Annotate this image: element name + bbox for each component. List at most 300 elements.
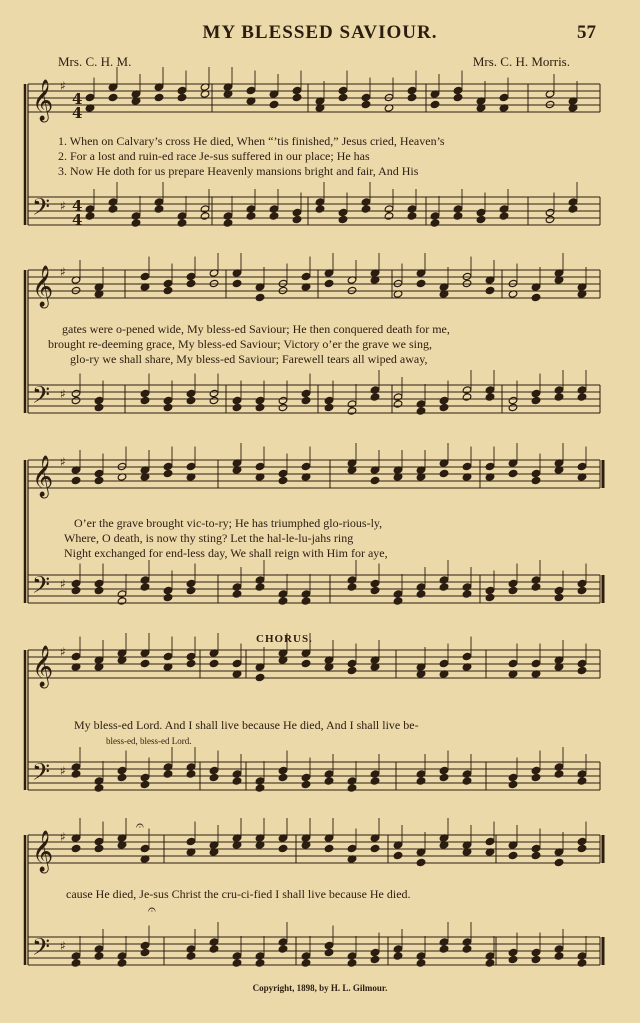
- time-signature-treble-top: 4: [72, 90, 83, 108]
- system-2-bass-notehead: [71, 396, 81, 404]
- system-4-treble-notehead: [232, 659, 242, 667]
- system-2-treble-notehead: [462, 279, 472, 287]
- system-2-bass-notehead: [140, 396, 150, 404]
- system-4-bass-notehead: [347, 784, 357, 792]
- system-1-bass-notehead: [453, 205, 463, 213]
- system-5-treble-notehead: [278, 844, 288, 852]
- system-1-bass-notehead: [568, 205, 578, 213]
- system-1-bass-notehead: [499, 212, 509, 220]
- chorus-label: CHORUS.: [256, 633, 313, 645]
- system-5-bass-notehead: [554, 952, 564, 960]
- system-4-treble-notehead: [439, 659, 449, 667]
- system-4-treble-notehead: [531, 659, 541, 667]
- system-4-bass-notehead: [416, 770, 426, 778]
- system-1-bass-notehead: [85, 212, 95, 220]
- system-4-treble-notehead: [71, 652, 81, 660]
- system-5-treble-notehead: [531, 851, 541, 859]
- system-5-bass-notehead: [140, 941, 150, 949]
- system-4-bass-clef-icon: 𝄢: [32, 758, 51, 791]
- system-5-treble-notehead: [485, 837, 495, 845]
- system-4-bass-notehead: [577, 770, 587, 778]
- system-1-bass-notehead: [476, 208, 486, 216]
- system-3-bass-notehead: [255, 583, 265, 591]
- system-1-bass-notehead: [154, 198, 164, 206]
- lyric-verse-3-line-3: Night exchanged for end-less day, We shall reign with Him for aye,: [64, 546, 388, 560]
- system-4-bass-notehead: [71, 763, 81, 771]
- system-5-bass-notehead: [439, 945, 449, 953]
- system-4-treble-notehead: [186, 652, 196, 660]
- system-2-bass-notehead: [186, 396, 196, 404]
- system-1-bass-key-sharp-icon: ♯: [60, 199, 66, 213]
- system-3-bass-notehead: [301, 597, 311, 605]
- system-1-bass-notehead: [338, 215, 348, 223]
- system-2-bass-notehead: [347, 400, 357, 408]
- system-4-bass-notehead: [140, 780, 150, 788]
- system-2-bass-notehead: [347, 407, 357, 415]
- system-3-bass-notehead: [577, 586, 587, 594]
- system-4-bass-notehead: [301, 780, 311, 788]
- system-2-bass-notehead: [462, 386, 472, 394]
- system-4-bass-notehead: [71, 770, 81, 778]
- system-1-treble-notehead: [361, 93, 371, 101]
- lyric-verse-2-line-2: brought re-deeming grace, My bless-ed Saviour; Victory o’er the grave we sing,: [48, 337, 432, 351]
- system-2-treble-notehead: [209, 279, 219, 287]
- system-4-bass-notehead: [508, 780, 518, 788]
- system-2-treble-notehead: [278, 286, 288, 294]
- system-4-bass-notehead: [209, 773, 219, 781]
- hymn-title: MY BLESSED SAVIOUR.: [202, 22, 438, 43]
- system-1-treble-notehead: [246, 86, 256, 94]
- system-4-treble-notehead: [163, 652, 173, 660]
- system-4-treble-notehead: [462, 652, 472, 660]
- system-3-bass-notehead: [232, 590, 242, 598]
- system-5-bass-notehead: [462, 938, 472, 946]
- system-2-bass-notehead: [301, 396, 311, 404]
- system-1-bass-notehead: [131, 212, 141, 220]
- system-3-treble-notehead: [94, 476, 104, 484]
- system-2-bass-notehead: [531, 389, 541, 397]
- system-4-bass-notehead: [554, 770, 564, 778]
- system-2-bass-notehead: [255, 396, 265, 404]
- system-5-bass-notehead: [531, 955, 541, 963]
- system-2-treble-notehead: [531, 293, 541, 301]
- system-3-bass-notehead: [232, 583, 242, 591]
- system-4-bass-notehead: [531, 766, 541, 774]
- system-3-treble-notehead: [301, 462, 311, 470]
- system-1-bass-notehead: [223, 212, 233, 220]
- system-5-bass-notehead: [393, 945, 403, 953]
- system-1-bass-notehead: [407, 205, 417, 213]
- system-2-bass-notehead: [416, 400, 426, 408]
- system-2-treble-notehead: [278, 279, 288, 287]
- system-3-bass-notehead: [347, 583, 357, 591]
- system-1-bass-notehead: [568, 198, 578, 206]
- system-1-treble-notehead: [338, 93, 348, 101]
- system-5-bass-notehead: [439, 938, 449, 946]
- system-1-bass-notehead: [384, 205, 394, 213]
- system-2-bass-notehead: [554, 386, 564, 394]
- system-4-treble-notehead: [347, 659, 357, 667]
- system-1-treble-notehead: [292, 93, 302, 101]
- system-2-bass-notehead: [485, 393, 495, 401]
- system-3-bass-notehead: [508, 579, 518, 587]
- system-5-bass-key-sharp-icon: ♯: [60, 939, 66, 953]
- system-4-treble-notehead: [186, 659, 196, 667]
- system-1-treble-notehead: [453, 93, 463, 101]
- system-5-bass-notehead: [370, 948, 380, 956]
- system-4-bass-notehead: [531, 773, 541, 781]
- lyric-verse-3-line-1: 3. Now He doth for us prepare Heavenly mansions bright and fair, And His: [58, 164, 419, 178]
- system-4-bass-notehead: [94, 784, 104, 792]
- system-1-treble-notehead: [430, 100, 440, 108]
- system-2-bass-notehead: [577, 386, 587, 394]
- system-4-bass-notehead: [301, 773, 311, 781]
- system-5-bass-notehead: [71, 959, 81, 967]
- system-1-bass-notehead: [292, 215, 302, 223]
- system-4-treble-notehead: [255, 673, 265, 681]
- page-number: 57: [577, 22, 596, 43]
- system-3-treble-notehead: [577, 462, 587, 470]
- system-3-bass-notehead: [416, 590, 426, 598]
- system-5-bass-notehead: [186, 952, 196, 960]
- system-1-bass-notehead: [453, 212, 463, 220]
- system-2-bass-notehead: [278, 396, 288, 404]
- system-4-bass-notehead: [554, 763, 564, 771]
- system-1-bass-notehead: [407, 212, 417, 220]
- system-1-bass-notehead: [246, 205, 256, 213]
- system-3-bass-notehead: [416, 583, 426, 591]
- system-4-bass-notehead: [209, 766, 219, 774]
- system-3-bass-notehead: [531, 576, 541, 584]
- system-3-bass-notehead: [554, 593, 564, 601]
- system-5-treble-notehead: [416, 858, 426, 866]
- system-2-treble-notehead: [301, 272, 311, 280]
- system-4-treble-notehead: [508, 659, 518, 667]
- system-3-bass-notehead: [94, 579, 104, 587]
- system-2-bass-notehead: [94, 403, 104, 411]
- system-1-bass-clef-icon: 𝄢: [32, 193, 51, 226]
- system-4-treble-notehead: [209, 659, 219, 667]
- system-3-bass-notehead: [554, 586, 564, 594]
- system-3-treble-notehead: [186, 462, 196, 470]
- system-1-bass-notehead: [499, 205, 509, 213]
- system-2-bass-notehead: [301, 389, 311, 397]
- system-4-bass-key-sharp-icon: ♯: [60, 764, 66, 778]
- system-3-bass-notehead: [255, 576, 265, 584]
- system-5-bass-notehead: [232, 959, 242, 967]
- system-3-treble-notehead: [94, 469, 104, 477]
- system-4-bass-notehead: [324, 770, 334, 778]
- system-3-bass-clef-icon: 𝄢: [32, 571, 51, 604]
- system-1-treble-notehead: [269, 100, 279, 108]
- system-4-bass-notehead: [370, 777, 380, 785]
- system-5-bass-clef-icon: 𝄢: [32, 933, 51, 966]
- system-5-bass-notehead: [577, 952, 587, 960]
- system-1-treble-notehead: [338, 86, 348, 94]
- words-credit: Mrs. C. H. M.: [58, 54, 132, 69]
- system-4-treble-notehead: [347, 666, 357, 674]
- system-4-treble-notehead: [577, 666, 587, 674]
- system-4-bass-notehead: [255, 784, 265, 792]
- system-5-treble-notehead: [324, 844, 334, 852]
- system-3-bass-notehead: [439, 576, 449, 584]
- system-1-bass-notehead: [223, 219, 233, 227]
- system-1-treble-notehead: [361, 100, 371, 108]
- system-4-treble-clef-icon: 𝄞: [32, 646, 54, 687]
- system-5-bass-notehead: [255, 952, 265, 960]
- system-3-treble-notehead: [71, 476, 81, 484]
- system-1-treble-notehead: [453, 86, 463, 94]
- system-1-treble-notehead: [292, 86, 302, 94]
- system-3-bass-notehead: [439, 583, 449, 591]
- system-4-bass-notehead: [255, 777, 265, 785]
- fermata-icon: 𝄐: [148, 902, 156, 918]
- system-5-bass-notehead: [94, 945, 104, 953]
- system-3-bass-notehead: [71, 579, 81, 587]
- system-5-bass-notehead: [301, 952, 311, 960]
- system-2-bass-notehead: [508, 396, 518, 404]
- system-4-treble-notehead: [140, 659, 150, 667]
- system-2-bass-notehead: [186, 389, 196, 397]
- system-5-treble-notehead: [370, 844, 380, 852]
- system-2-treble-notehead: [347, 286, 357, 294]
- system-1-bass-notehead: [292, 208, 302, 216]
- system-5-treble-notehead: [393, 851, 403, 859]
- system-1-treble-notehead: [545, 100, 555, 108]
- system-2-bass-notehead: [163, 403, 173, 411]
- system-2-treble-notehead: [232, 279, 242, 287]
- system-3-bass-notehead: [301, 590, 311, 598]
- system-4-treble-key-sharp-icon: ♯: [60, 645, 66, 659]
- system-4-bass-notehead: [140, 773, 150, 781]
- system-2-treble-key-sharp-icon: ♯: [60, 265, 66, 279]
- system-3-bass-notehead: [186, 586, 196, 594]
- system-3-bass-notehead: [278, 590, 288, 598]
- system-3-bass-key-sharp-icon: ♯: [60, 577, 66, 591]
- system-5-bass-notehead: [255, 959, 265, 967]
- system-3-treble-notehead: [531, 469, 541, 477]
- system-1-bass-notehead: [246, 212, 256, 220]
- system-1-treble-notehead: [154, 93, 164, 101]
- lyric-verse-2-line-1: 2. For a lost and ruin-ed race Je-sus suffered in our place; He has: [58, 149, 370, 163]
- system-5-bass-notehead: [140, 948, 150, 956]
- system-2-bass-notehead: [94, 396, 104, 404]
- system-1-bass-notehead: [85, 205, 95, 213]
- system-4-bass-notehead: [117, 773, 127, 781]
- system-5-treble-notehead: [577, 837, 587, 845]
- system-4-bass-notehead: [370, 770, 380, 778]
- lyric-verse-2-line-3: Where, O death, is now thy sting? Let the hal-le-lu-jahs ring: [64, 531, 354, 545]
- system-1-bass-notehead: [177, 212, 187, 220]
- system-3-treble-clef-icon: 𝄞: [32, 456, 54, 497]
- system-3-bass-notehead: [94, 586, 104, 594]
- system-2-bass-notehead: [439, 396, 449, 404]
- system-2-bass-notehead: [508, 403, 518, 411]
- system-5-bass-notehead: [462, 945, 472, 953]
- system-2-treble-notehead: [324, 279, 334, 287]
- system-3-bass-notehead: [393, 597, 403, 605]
- system-3-bass-notehead: [71, 586, 81, 594]
- system-1-bass-notehead: [108, 198, 118, 206]
- lyric-chorus-line-1: My bless-ed Lord. And I shall live because He died, And I shall live be-: [74, 718, 419, 732]
- system-5-bass-notehead: [508, 948, 518, 956]
- system-4-treble-notehead: [577, 659, 587, 667]
- time-signature-bass-top: 4: [72, 197, 83, 215]
- system-3-treble-notehead: [508, 469, 518, 477]
- system-2-bass-notehead: [71, 389, 81, 397]
- system-4-bass-notehead: [347, 777, 357, 785]
- system-2-treble-notehead: [462, 272, 472, 280]
- system-3-bass-notehead: [577, 579, 587, 587]
- system-1-treble-notehead: [85, 93, 95, 101]
- system-1-bass-notehead: [384, 212, 394, 220]
- system-2-treble-notehead: [163, 279, 173, 287]
- system-2-bass-notehead: [232, 396, 242, 404]
- system-3-bass-notehead: [117, 590, 127, 598]
- system-5-treble-notehead: [140, 844, 150, 852]
- system-3-treble-key-sharp-icon: ♯: [60, 455, 66, 469]
- system-3-bass-notehead: [370, 586, 380, 594]
- system-2-treble-notehead: [163, 286, 173, 294]
- system-2-treble-notehead: [393, 279, 403, 287]
- system-5-treble-key-sharp-icon: ♯: [60, 830, 66, 844]
- system-5-bass-notehead: [370, 955, 380, 963]
- system-4-bass-notehead: [324, 777, 334, 785]
- system-5-treble-clef-icon: 𝄞: [32, 831, 54, 872]
- system-4-bass-notehead: [163, 770, 173, 778]
- system-5-bass-notehead: [416, 952, 426, 960]
- system-3-treble-notehead: [531, 476, 541, 484]
- system-2-treble-notehead: [416, 279, 426, 287]
- system-1-treble-notehead: [407, 86, 417, 94]
- system-1-treble-notehead: [499, 93, 509, 101]
- lyric-verse-1-line-1: 1. When on Calvary’s cross He died, When “’tis finished,” Jesus cried, Heaven’s: [58, 134, 445, 148]
- system-3-bass-notehead: [370, 579, 380, 587]
- system-2-treble-notehead: [508, 279, 518, 287]
- system-4-bass-notehead: [232, 770, 242, 778]
- system-1-bass-notehead: [269, 205, 279, 213]
- system-1-bass-notehead: [430, 212, 440, 220]
- system-5-bass-notehead: [71, 952, 81, 960]
- music-credit: Mrs. C. H. Morris.: [472, 54, 570, 69]
- system-3-treble-notehead: [485, 462, 495, 470]
- system-5-bass-notehead: [278, 945, 288, 953]
- system-1-bass-notehead: [200, 212, 210, 220]
- system-3-treble-notehead: [278, 476, 288, 484]
- system-5-bass-notehead: [554, 945, 564, 953]
- system-2-bass-notehead: [531, 396, 541, 404]
- system-4-bass-notehead: [462, 777, 472, 785]
- system-1-bass-notehead: [200, 205, 210, 213]
- system-2-bass-notehead: [255, 403, 265, 411]
- system-5-bass-notehead: [94, 952, 104, 960]
- system-2-bass-notehead: [324, 396, 334, 404]
- copyright-notice: Copyright, 1898, by H. L. Gilmour.: [252, 983, 388, 993]
- system-5-bass-notehead: [347, 952, 357, 960]
- system-3-treble-notehead: [278, 469, 288, 477]
- system-4-treble-notehead: [301, 659, 311, 667]
- system-2-bass-notehead: [577, 393, 587, 401]
- system-1-bass-notehead: [315, 205, 325, 213]
- lyric-chorus-echo: bless-ed, bless-ed Lord.: [106, 736, 192, 746]
- system-5-bass-notehead: [209, 938, 219, 946]
- system-5-treble-notehead: [554, 858, 564, 866]
- system-1-bass-notehead: [131, 219, 141, 227]
- time-signature-treble-bottom: 4: [72, 104, 83, 122]
- system-2-bass-notehead: [370, 393, 380, 401]
- system-1-treble-notehead: [108, 93, 118, 101]
- system-3-bass-notehead: [163, 586, 173, 594]
- system-5-bass-notehead: [117, 959, 127, 967]
- system-5-bass-notehead: [347, 959, 357, 967]
- system-2-bass-notehead: [140, 389, 150, 397]
- system-2-treble-notehead: [255, 293, 265, 301]
- lyric-chorus-line-2: cause He died, Je-sus Christ the cru-ci-fied I shall live because He died.: [66, 887, 411, 901]
- system-2-bass-notehead: [393, 393, 403, 401]
- time-signature-bass-bottom: 4: [72, 211, 83, 229]
- system-2-bass-notehead: [209, 389, 219, 397]
- system-5-bass-notehead: [117, 952, 127, 960]
- system-4-bass-notehead: [278, 766, 288, 774]
- system-1-treble-notehead: [177, 86, 187, 94]
- system-5-bass-notehead: [531, 948, 541, 956]
- system-1-bass-notehead: [177, 219, 187, 227]
- system-3-bass-notehead: [163, 593, 173, 601]
- system-4-bass-notehead: [117, 766, 127, 774]
- system-1-bass-notehead: [361, 205, 371, 213]
- system-1-treble-notehead: [177, 93, 187, 101]
- system-5-bass-notehead: [324, 941, 334, 949]
- system-5-bass-notehead: [577, 959, 587, 967]
- system-3-bass-notehead: [278, 597, 288, 605]
- system-2-treble-notehead: [71, 286, 81, 294]
- system-2-bass-clef-icon: 𝄢: [32, 381, 51, 414]
- system-2-treble-notehead: [186, 279, 196, 287]
- system-3-treble-notehead: [439, 469, 449, 477]
- system-5-bass-notehead: [301, 959, 311, 967]
- system-2-bass-notehead: [232, 403, 242, 411]
- system-5-treble-notehead: [577, 844, 587, 852]
- system-1-bass-notehead: [315, 198, 325, 206]
- system-5-treble-notehead: [94, 844, 104, 852]
- system-2-bass-notehead: [163, 396, 173, 404]
- system-3-treble-notehead: [462, 462, 472, 470]
- system-5-bass-notehead: [209, 945, 219, 953]
- system-4-bass-notehead: [163, 763, 173, 771]
- system-1-treble-notehead: [384, 93, 394, 101]
- system-2-bass-notehead: [370, 386, 380, 394]
- system-1-bass-notehead: [430, 219, 440, 227]
- system-3-bass-notehead: [140, 576, 150, 584]
- system-5-treble-notehead: [347, 844, 357, 852]
- system-4-bass-notehead: [278, 773, 288, 781]
- system-1-treble-key-sharp-icon: ♯: [60, 79, 66, 93]
- system-3-bass-notehead: [186, 579, 196, 587]
- system-4-bass-notehead: [94, 777, 104, 785]
- system-4-bass-notehead: [232, 777, 242, 785]
- system-2-bass-notehead: [416, 407, 426, 415]
- system-1-treble-clef-icon: 𝄞: [32, 80, 54, 121]
- system-3-treble-notehead: [163, 469, 173, 477]
- system-5-bass-notehead: [278, 938, 288, 946]
- system-2-bass-notehead: [324, 403, 334, 411]
- system-4-bass-notehead: [186, 770, 196, 778]
- system-3-treble-notehead: [370, 476, 380, 484]
- system-5-bass-notehead: [324, 948, 334, 956]
- system-2-treble-notehead: [485, 286, 495, 294]
- lyric-verse-1-line-2: gates were o-pened wide, My bless-ed Saviour; He then conquered death for me,: [62, 322, 450, 336]
- system-1-treble-notehead: [407, 93, 417, 101]
